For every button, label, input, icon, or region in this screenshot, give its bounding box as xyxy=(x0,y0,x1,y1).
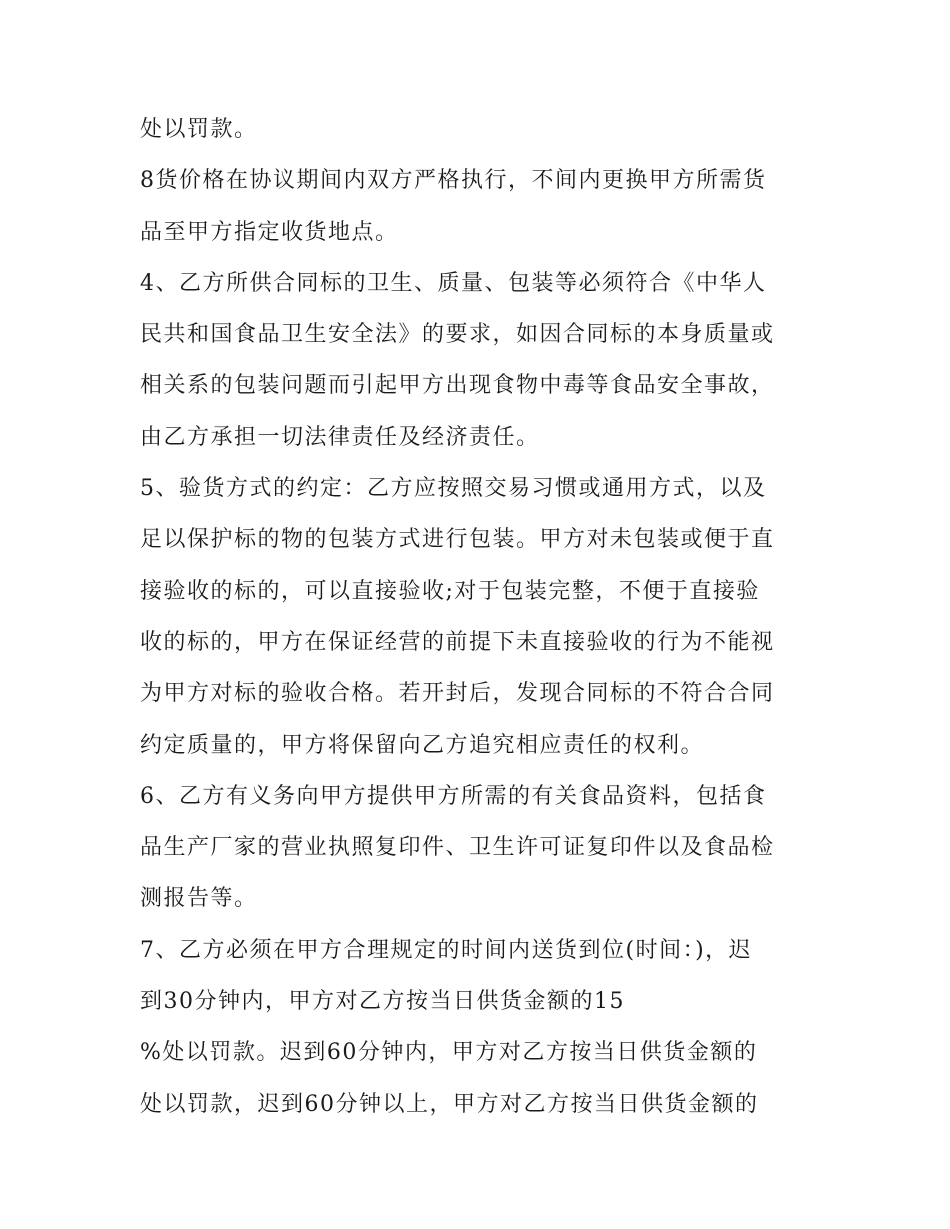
text-line-16: 测报告等。 xyxy=(140,886,258,912)
text-line-14: 6、乙方有义务向甲方提供甲方所需的有关食品资料，包括食 xyxy=(140,783,767,809)
text-line-15: 品生产厂家的营业执照复印件、卫生许可证复印件以及食品检 xyxy=(140,835,775,861)
document-body xyxy=(140,108,830,1134)
text-line-18: 到30分钟内，甲方对乙方按当日供货金额的15 xyxy=(140,989,625,1015)
text-line-17: 7、乙方必须在甲方合理规定的时间内送货到位(时间：)，迟 xyxy=(140,937,753,963)
text-line-1: 处以罚款。 xyxy=(140,117,258,142)
text-line-6: 相关系的包装问题而引起甲方出现食物中毒等食品安全事故， xyxy=(140,373,775,399)
text-line-2: 8货价格在协议期间内双方严格执行，不间内更换甲方所需货 xyxy=(140,168,767,194)
text-line-3: 品至甲方指定收货地点。 xyxy=(140,219,399,245)
text-line-9: 足以保护标的物的包装方式进行包装。甲方对未包装或便于直 xyxy=(140,527,775,553)
text-line-13: 约定质量的，甲方将保留向乙方追究相应责任的权利。 xyxy=(140,732,705,758)
text-line-5: 民共和国食品卫生安全法》的要求，如因合同标的本身质量或 xyxy=(140,322,775,348)
text-line-4: 4、乙方所供合同标的卫生、质量、包装等必须符合《中华人 xyxy=(140,270,767,296)
text-line-11: 收的标的，甲方在保证经营的前提下未直接验收的行为不能视 xyxy=(140,629,775,655)
text-line-8: 5、验货方式的约定：乙方应按照交易习惯或通用方式，以及 xyxy=(140,476,767,502)
text-line-20: 处以罚款，迟到60分钟以上，甲方对乙方按当日供货金额的 xyxy=(140,1091,759,1117)
text-line-19: %处以罚款。迟到60分钟内，甲方对乙方按当日供货金额的 xyxy=(140,1040,758,1066)
text-line-10: 接验收的标的，可以直接验收;对于包装完整，不便于直接验 xyxy=(140,578,760,604)
text-line-12: 为甲方对标的验收合格。若开封后，发现合同标的不符合合同 xyxy=(140,681,775,707)
text-line-7: 由乙方承担一切法律责任及经济责任。 xyxy=(140,424,540,450)
